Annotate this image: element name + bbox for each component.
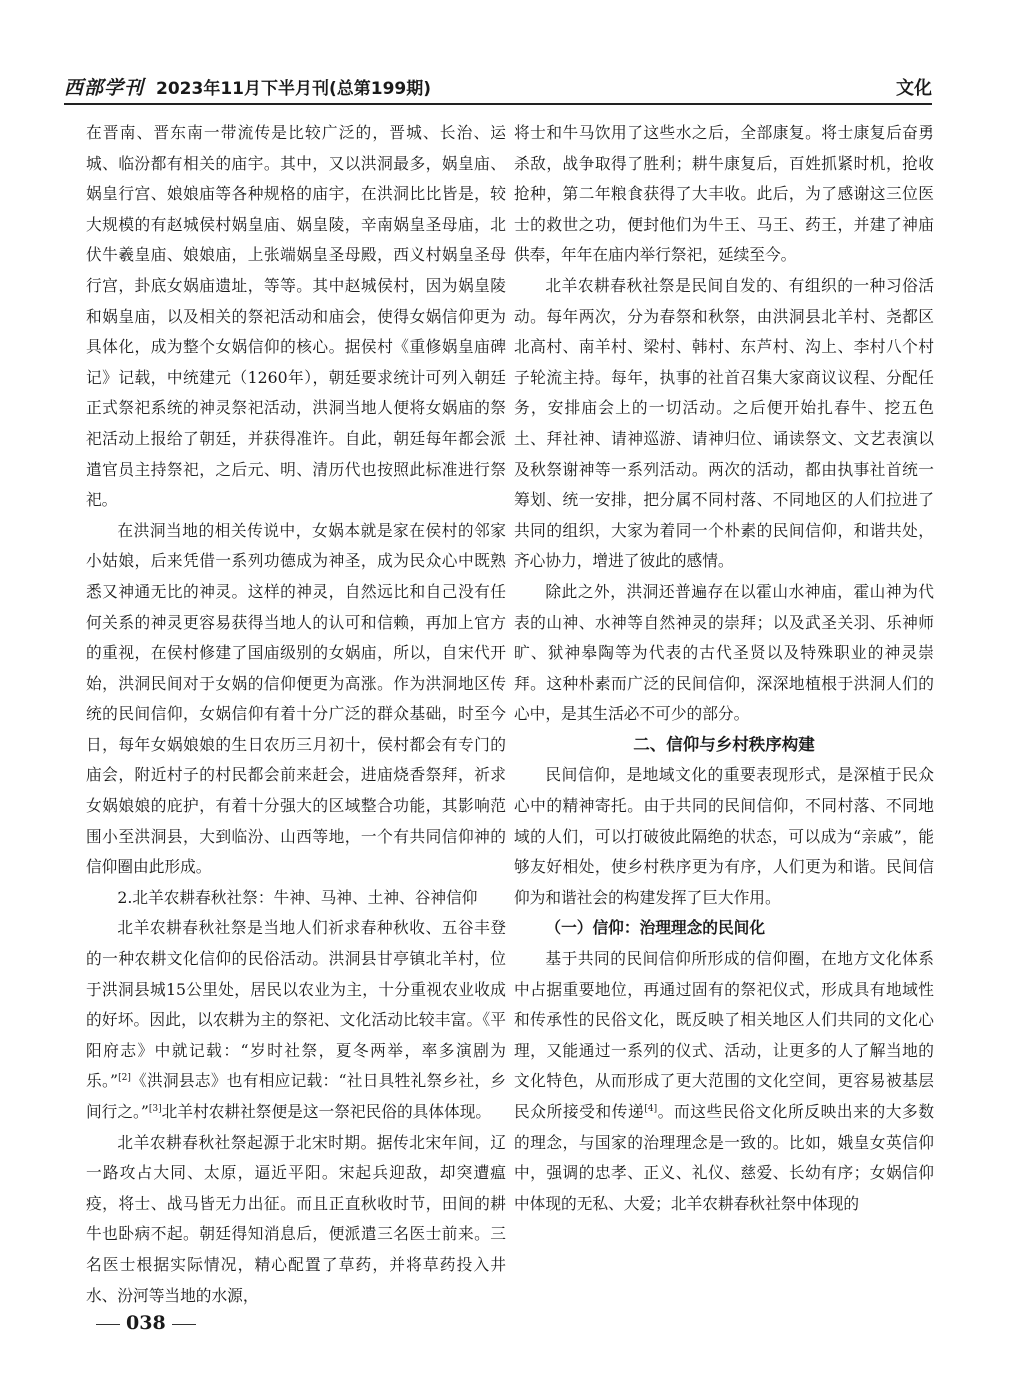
left-column <box>86 118 506 1311</box>
paragraph: 将士和牛马饮用了这些水之后，全部康复。将士康复后奋勇杀敌，战争取得了胜利；耕牛康复后，百姓抓紧时机，抢收抢种，第二年粮食获得了大丰收。此后，为了感谢这三位医士的救世之功，便封他们为牛王、马王、药王，并建了神庙供奉，年年在庙内举行祭祀，延续至今。 <box>514 123 934 265</box>
paragraph: 北羊农耕春秋社祭起源于北宋时期。据传北宋年间，辽一路攻占大同、太原，逼近平阳。宋起兵迎敌，却突遭瘟疫，将士、战马皆无力出征。而且正直秋收时节，田间的耕牛也卧病不起。朝廷得知消息后，便派遣三名医士前来。三名医士根据实际情况，精心配置了草药，并将草药投入井水、汾河等当地的水源， <box>86 1132 506 1305</box>
subsection-heading: 2.北羊农耕春秋社祭：牛神、马神、土神、谷神信仰 <box>117 887 478 907</box>
issue-info: 2023年11月下半月刊(总第199期) <box>156 79 431 99</box>
page-number: 038 <box>90 1312 202 1334</box>
header-rule <box>64 103 932 105</box>
paragraph: 在晋南、晋东南一带流传是比较广泛的，晋城、长治、运城、临汾都有相关的庙宇。其中，又以洪洞最多，娲皇庙、娲皇行宫、娘娘庙等各种规格的庙宇，在洪洞比比皆是，较大规模的有赵城侯村娲皇庙、娲皇陵，辛南娲皇圣母庙，北伏牛羲皇庙、娘娘庙，上张端娲皇圣母殿，西义村娲皇圣母行宫，卦底女娲庙遗址，等等。其中赵城侯村，因为娲皇陵和娲皇庙，以及相关的祭祀活动和庙会，使得女娲信仰更为具体化，成为整个女娲信仰的核心。据侯村《重修娲皇庙碑记》记载，中统建元（1260年），朝廷要求统计可列入朝廷正式祭祀系统的神灵祭祀活动，洪洞当地人便将女娲庙的祭祀活动上报给了朝廷，并获得准许。自此，朝廷每年都会派遣官员主持祭祀，之后元、明、清历代也按照此标准进行祭祀。 <box>86 123 506 510</box>
subsection-heading: （一）信仰：治理理念的民间化 <box>545 918 766 938</box>
paragraph: 北羊农耕春秋社祭是民间自发的、有组织的一种习俗活动。每年两次，分为春祭和秋祭，由洪洞县北羊村、尧都区北高村、南羊村、梁村、韩村、东芦村、沟上、李村八个村子轮流主持。每年，执事的社首召集大家商议议程、分配任务，安排庙会上的一切活动。之后便开始扎春牛、挖五色土、拜社神、请神巡游、请神归位、诵读祭文、文艺表演以及秋祭谢神等一系列活动。两次的活动，都由执事社首统一筹划、统一安排，把分属不同村落、不同地区的人们拉进了共同的组织，大家为着同一个朴素的民间信仰，和谐共处，齐心协力，增进了彼此的感情。 <box>514 275 934 571</box>
citation: [2] <box>118 1073 131 1084</box>
right-column <box>514 118 934 1219</box>
paragraph: 除此之外，洪洞还普遍存在以霍山水神庙，霍山神为代表的山神、水神等自然神灵的崇拜；以及武圣关羽、乐神师旷、狱神皋陶等为代表的古代圣贤以及特殊职业的神灵崇拜。这种朴素而广泛的民间信仰，深深地植根于洪洞人们的心中，是其生活必不可少的部分。 <box>514 581 934 724</box>
paragraph: 民间信仰，是地域文化的重要表现形式，是深植于民众心中的精神寄托。由于共同的民间信仰，不同村落、不同地域的人们，可以打破彼此隔绝的状态，可以成为“亲戚”，能够友好相处，使乡村秩序更为有序，人们更为和谐。民间信仰为和谐社会的构建发挥了巨大作用。 <box>514 765 934 907</box>
running-header <box>64 73 932 99</box>
paragraph: 在洪洞当地的相关传说中，女娲本就是家在侯村的邻家小姑娘，后来凭借一系列功德成为神圣，成为民众心中既熟悉又神通无比的神灵。这样的神灵，自然远比和自己没有任何关系的神灵更容易获得当地人的认可和信赖，再加上官方的重视，在侯村修建了国庙级别的女娲庙，所以，自宋代开始，洪洞民间对于女娲的信仰便更为高涨。作为洪洞地区传统的民间信仰，女娲信仰有着十分广泛的群众基础，时至今日，每年女娲娘娘的生日农历三月初十，侯村都会有专门的庙会，附近村子的村民都会前来赶会，进庙烧香祭拜，祈求女娲娘娘的庇护，有着十分强大的区域整合功能，其影响范围小至洪洞县，大到临汾、山西等地，一个有共同信仰神的信仰圈由此形成。 <box>86 520 506 877</box>
citation: [3] <box>148 1104 162 1114</box>
section-heading: 二、信仰与乡村秩序构建 <box>633 734 815 754</box>
journal-logo: 西部学刊 <box>64 77 145 99</box>
citation: [4] <box>644 1104 658 1114</box>
paragraph: 北羊农耕春秋社祭是当地人们祈求春种秋收、五谷丰登的一种农耕文化信仰的民俗活动。洪洞县甘亭镇北羊村，位于洪洞县城15公里处，居民以农业为主，十分重视农业收成的好坏。因此，以农耕为主的祭祀、文化活动比较丰富。《平阳府志》中就记载：“岁时社祭，夏冬两举，率多演剧为乐。”[2]《洪洞县志》也有相应记载：“社日具牲礼祭乡社，乡间行之。”[3]北羊村农耕社祭便是这一祭祀民俗的具体体现。 <box>86 918 506 1121</box>
section-title: 文化 <box>896 78 932 99</box>
paragraph: 基于共同的民间信仰所形成的信仰圈，在地方文化体系中占据重要地位，再通过固有的祭祀仪式，形成具有地域性和传承性的民俗文化，既反映了相关地区人们共同的文化心理，又能通过一系列的仪式、活动，让更多的人了解当地的文化特色，从而形成了更大范围的文化空间，更容易被基层民众所接受和传递[4]。而这些民俗文化所反映出来的大多数的理念，与国家的治理理念是一致的。比如，娥皇女英信仰中，强调的忠孝、正义、礼仪、慈爱、长幼有序；女娲信仰中体现的无私、大爱；北羊农耕春秋社祭中体现的 <box>514 949 935 1213</box>
